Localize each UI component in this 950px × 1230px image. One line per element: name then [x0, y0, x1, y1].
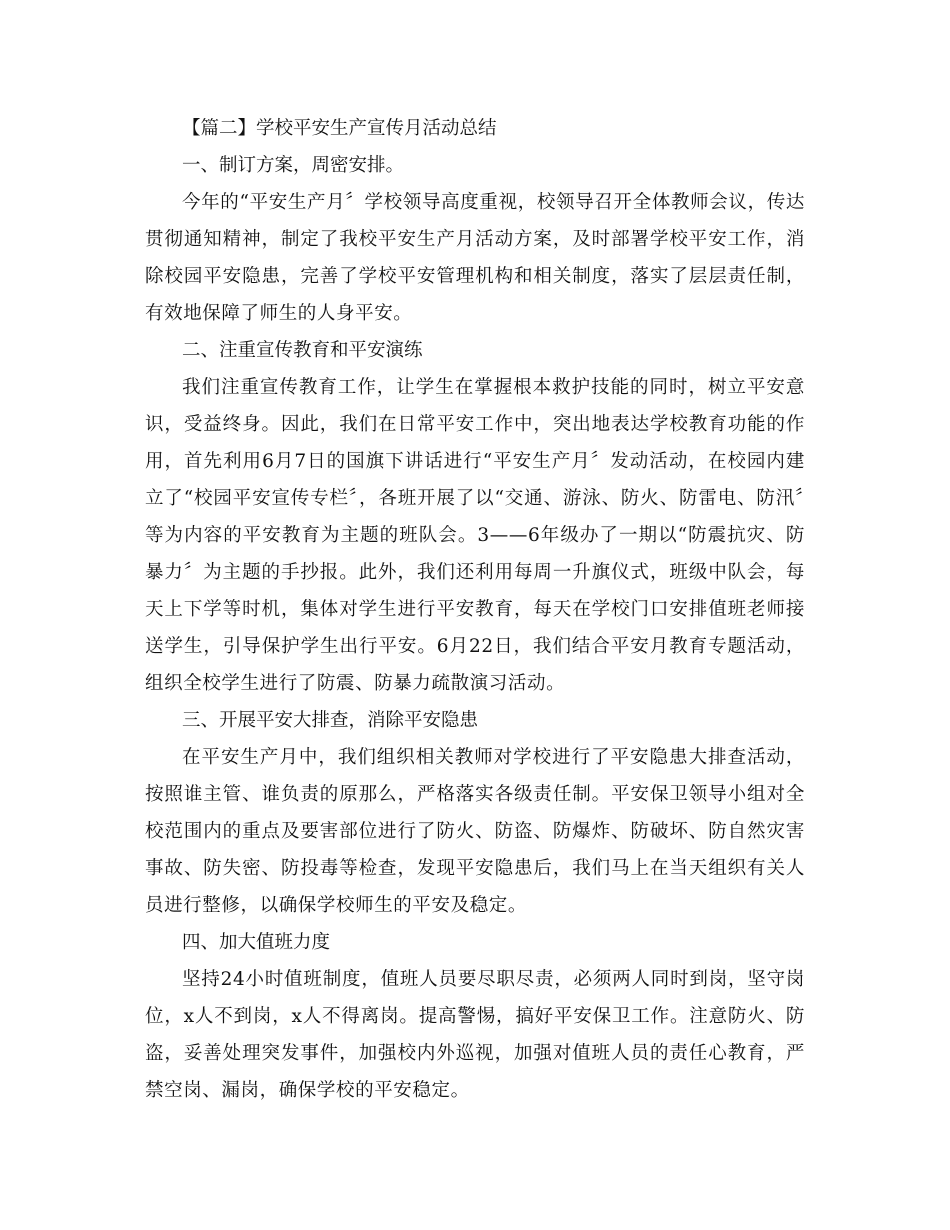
- section-heading-4: 四、加大值班力度: [182, 932, 331, 953]
- section-body-2: 我们注重宣传教育工作，让学生在掌握根本救护技能的同时，树立平安意识，受益终身。因此，我们在日常平安工作中，突出地表达学校教育功能的作用，首先利用6月7日的国旗下讲话进行“平安生产月〞发动活动，在校园内建立了“校园平安宣传专栏〞，各班开展了以“交通、游泳、防火、防雷电、防汛〞等为内容的平安教育为主题的班队会。3——6年级办了一期以“防震抗灾、防暴力〞为主题的手抄报。此外，我们还利用每周一升旗仪式，班级中队会，每天上下学等时机，集体对学生进行平安教育，每天在学校门口安排值班老师接送学生，引导保护学生出行平安。6月22日，我们结合平安月教育专题活动，组织全校学生进行了防震、防暴力疏散演习活动。: [145, 377, 805, 694]
- document-title: 【篇二】学校平安生产宣传月活动总结: [182, 118, 497, 139]
- section-body-3: 在平安生产月中，我们组织相关教师对学校进行了平安隐患大排查活动，按照谁主管、谁负责的原那么，严格落实各级责任制。平安保卫领导小组对全校范围内的重点及要害部位进行了防火、防盗、防爆炸、防破坏、防自然灾害事故、防失密、防投毒等检查，发现平安隐患后，我们马上在当天组织有关人员进行整修，以确保学校师生的平安及稳定。: [145, 747, 805, 916]
- section-body-1: 今年的“平安生产月〞学校领导高度重视，校领导召开全体教师会议，传达贯彻通知精神，制定了我校平安生产月活动方案，及时部署学校平安工作，消除校园平安隐患，完善了学校平安管理机构和相关制度，落实了层层责任制，有效地保障了师生的人身平安。: [145, 192, 805, 324]
- section-body-4: 坚持24小时值班制度，值班人员要尽职尽责，必须两人同时到岗，坚守岗位，x人不到岗，x人不得离岗。提高警惕，搞好平安保卫工作。注意防火、防盗，妥善处理突发事件，加强校内外巡视，加强对值班人员的责任心教育，严禁空岗、漏岗，确保学校的平安稳定。: [145, 969, 805, 1101]
- section-heading-3: 三、开展平安大排查，消除平安隐患: [182, 710, 479, 731]
- document-content: [145, 110, 805, 1109]
- section-heading-1: 一、制订方案，周密安排。: [182, 155, 405, 176]
- section-heading-2: 二、注重宣传教育和平安演练: [182, 340, 423, 361]
